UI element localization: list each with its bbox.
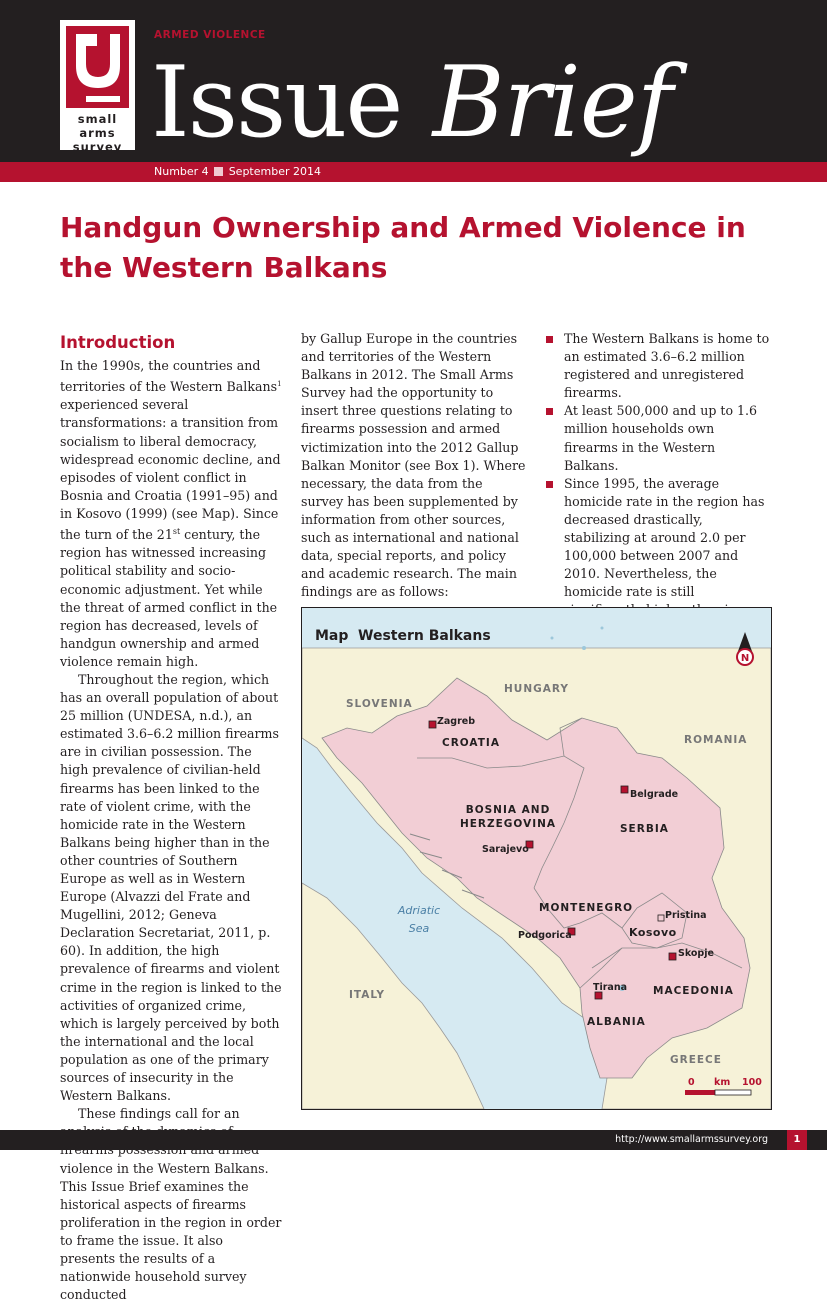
city-label-pristina: Pristina xyxy=(665,910,707,921)
label-italy: ITALY xyxy=(349,989,386,1001)
column-1 xyxy=(60,330,282,1304)
scale-bar-segment xyxy=(715,1090,751,1095)
label-bosnia-line-2: HERZEGOVINA xyxy=(459,818,557,830)
map-graphic xyxy=(302,608,771,1109)
city-marker-pristina xyxy=(658,915,664,921)
intro-paragraph-4: by Gallup Europe in the countries and territories of the Western Balkans in 2012. The Small Arms Survey had the opportunity to insert three questions relating to firearms possession and armed victimization into the 2012 Gallup Balkan Monitor (see Box 1). Where necessary, the data from the survey has been supplemented by information from other sources, such as international and national data, special reports, and policy and academic research. The main findings are as follows: xyxy=(301,331,526,600)
map-lake xyxy=(551,637,554,640)
city-label-podgorica: Podgorica xyxy=(518,930,572,941)
label-sea-line-2: Sea xyxy=(408,922,430,935)
issue-number: Number 4 xyxy=(154,165,209,178)
section-heading: Introduction xyxy=(60,333,176,352)
masthead-title-roman: Issue xyxy=(151,46,402,160)
separator-square xyxy=(214,167,223,176)
map-label: Map xyxy=(315,628,349,644)
article-title: Handgun Ownership and Armed Violence in the Western Balkans xyxy=(60,211,746,284)
label-macedonia: MACEDONIA xyxy=(653,985,734,997)
masthead-band xyxy=(0,0,827,162)
intro-paragraph-1 xyxy=(60,357,282,671)
ordinal-suffix: st xyxy=(172,527,181,537)
scale-end: 100 xyxy=(742,1077,762,1088)
label-albania: ALBANIA xyxy=(587,1016,646,1028)
finding-item: Since 1995, the average homicide rate in the region has decreased drastically, stabilizing at around 2.0 per 100,000 between 2007 and 2010. Nevertheless, the homicide rate is still xyxy=(545,475,770,638)
label-sea-line-1: Adriatic xyxy=(397,904,441,917)
masthead-title-italic: Brief xyxy=(432,46,673,160)
series-label: ARMED VIOLENCE xyxy=(154,29,266,41)
city-label-zagreb: Zagreb xyxy=(437,716,476,727)
city-label-tirana: Tirana xyxy=(593,982,628,993)
para1-text-b: experienced several transformations: a transition from socialism to liberal democracy, widespread economic decline, and episodes of violent conflict in Bosnia and Croatia (1991–95) and in Kosovo (1999) (see Map). Since the turn of the 21 xyxy=(60,397,281,543)
para1-text-c: century, the region has witnessed increasing political stability and socio-economic adjustment. Yet while the threat of armed conflict in the region has decreased, levels of handgun ownership and armed violence remain high. xyxy=(60,527,278,669)
label-hungary: HUNGARY xyxy=(504,683,569,695)
city-marker-skopje xyxy=(669,953,676,960)
scale-bar-segment xyxy=(685,1090,715,1095)
label-serbia: SERBIA xyxy=(620,823,669,835)
issue-date: September 2014 xyxy=(228,165,321,178)
findings-list xyxy=(545,330,770,638)
logo-line-2: arms xyxy=(79,126,116,140)
intro-paragraph-3: These findings call for an violence in the Western Balkans. This Issue Brief examines the historical aspects of firearms proliferation in the region in order to frame the issue. It also presents the results of a nationwide household survey conducted xyxy=(60,1106,282,1303)
scale-unit: km xyxy=(714,1077,731,1088)
footer-url[interactable]: http://www.smallarmssurvey.org xyxy=(615,1134,768,1145)
intro-paragraph-2: Throughout the region, which has an overall population of about 25 million (UNDESA, n.d.), an estimated 3.6–6.2 million firearms are in civilian possession. The high prevalence of civilian-held firearms has been linked to the rate of violent crime, with the homicide rate in the Western Balkans being higher than in the other countries of Southern Europe as well as in Western Europe (Alvazzi del Frate and Mugellini, 2012; Geneva Declaration Secretariat, 2011, p. 60). In addition, the high prevalence of firearms and violent crime in the region is linked to the activities of organized crime, which is largely perceived by both the international and the local population as one of the primary sources of insecurity in the Western Balkans. xyxy=(60,671,282,1104)
finding-item: At least 500,000 and up to 1.6 million households own firearms in the Western Balkans. xyxy=(545,402,770,474)
label-greece: GREECE xyxy=(670,1054,722,1066)
label-slovenia: SLOVENIA xyxy=(346,698,413,710)
logo-line-3: survey xyxy=(72,140,123,154)
logo-line-1: small xyxy=(77,112,118,126)
logo-emblem xyxy=(66,26,129,108)
city-marker-zagreb xyxy=(429,721,436,728)
label-montenegro: MONTENEGRO xyxy=(539,902,634,914)
western-balkans-map xyxy=(301,607,772,1110)
north-label: N xyxy=(740,653,750,664)
issue-bar xyxy=(0,162,827,182)
para1-text-a: In the 1990s, the countries and territories of the Western Balkans xyxy=(60,358,278,395)
city-label-belgrade: Belgrade xyxy=(630,789,679,800)
city-marker-tirana xyxy=(595,992,602,999)
city-label-sarajevo: Sarajevo xyxy=(482,844,529,855)
masthead-title xyxy=(151,38,672,168)
city-marker-belgrade xyxy=(621,786,628,793)
column-2 xyxy=(301,330,527,601)
footnote-marker: 1 xyxy=(277,380,282,389)
map-lake xyxy=(582,646,586,650)
issue-info xyxy=(154,163,321,181)
column-3 xyxy=(545,330,770,638)
city-label-skopje: Skopje xyxy=(678,948,714,959)
small-arms-survey-logo xyxy=(60,20,135,154)
finding-item: The Western Balkans is home to an estimated 3.6–6.2 million registered and unregistered firearms. xyxy=(545,330,770,402)
scale-start: 0 xyxy=(688,1077,695,1088)
label-romania: ROMANIA xyxy=(684,734,748,746)
label-bosnia-line-1: BOSNIA AND xyxy=(465,804,551,816)
logo-wordmark xyxy=(60,112,135,154)
map-title: Western Balkans xyxy=(358,628,491,644)
label-croatia: CROATIA xyxy=(442,737,500,749)
page-number: 1 xyxy=(787,1130,807,1150)
map-lake xyxy=(601,627,604,630)
label-kosovo: Kosovo xyxy=(629,926,677,939)
